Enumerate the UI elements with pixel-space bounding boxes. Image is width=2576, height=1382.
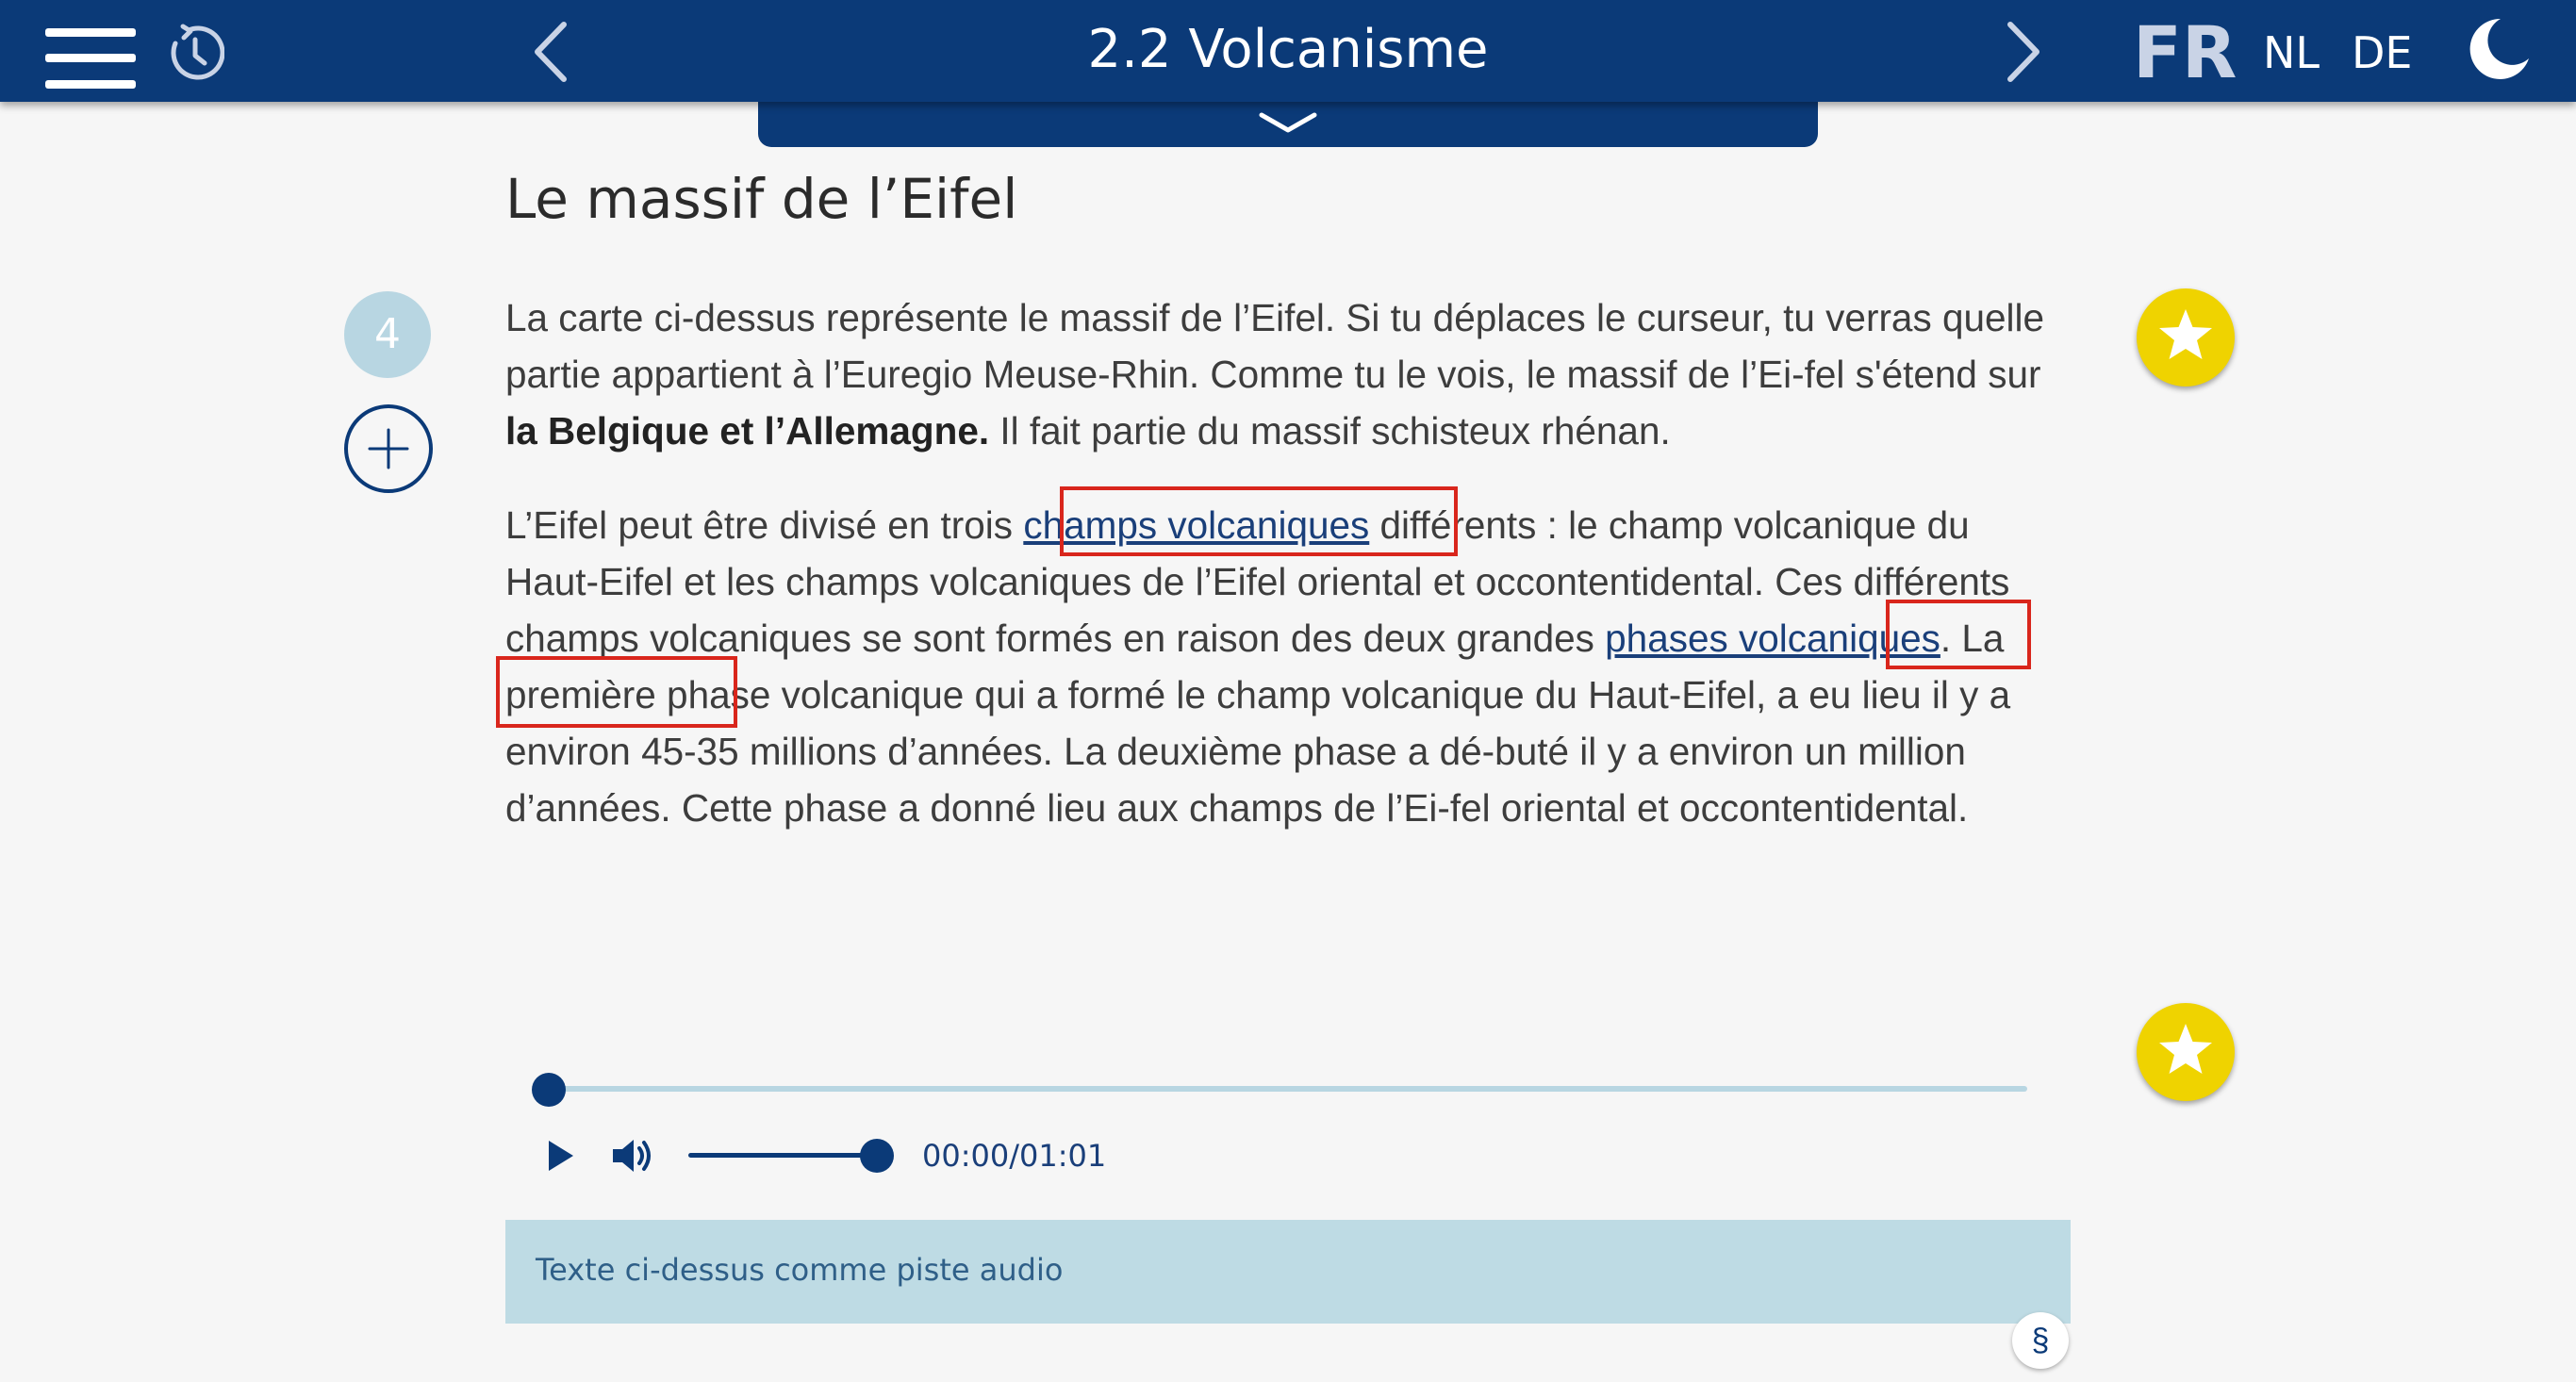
- audio-seek-handle[interactable]: [532, 1073, 566, 1107]
- volume-slider-handle[interactable]: [860, 1139, 894, 1173]
- favorite-star-button[interactable]: [2137, 1003, 2235, 1101]
- paragraph-text: . La première phase volcanique qui a formé le champ volcanique du Haut-Eifel, a eu lieu il y a environ 45-35 millions d’années. La deuxième phase a dé-buté il y a environ un million d’années. Cette phase a donné lieu aux champs de l’Ei-fel oriental et occontentidental.: [505, 617, 2011, 830]
- chevron-down-icon: [1258, 111, 1318, 140]
- top-navigation-bar: [0, 0, 2576, 102]
- star-icon: [2157, 307, 2214, 364]
- language-de[interactable]: DE: [2352, 27, 2413, 78]
- favorite-star-button[interactable]: [2137, 288, 2235, 387]
- paragraph-text: Il fait partie du massif schisteux rhénan.: [989, 409, 1671, 452]
- paragraph-text: La carte ci-dessus représente le massif de l’Eifel. Si tu déplaces le curseur, tu verras quelle partie appartient à l’Euregio Meuse-Rhin. Comme tu le vois, le massif de l’Ei-fel s'étend sur: [505, 296, 2045, 396]
- star-icon: [2157, 1022, 2214, 1078]
- language-fr[interactable]: FR: [2133, 10, 2237, 94]
- section-number-badge: 4: [344, 291, 431, 378]
- audio-caption-text: Texte ci-dessus comme piste audio: [536, 1252, 1064, 1288]
- moon-icon[interactable]: [2463, 13, 2535, 90]
- audio-caption: [505, 1220, 2071, 1324]
- history-icon[interactable]: [164, 23, 224, 88]
- paragraph-volcanic-fields: [505, 497, 2071, 836]
- page-title: 2.2 Volcanisme: [1087, 19, 1489, 80]
- section-symbol-button[interactable]: §: [2012, 1312, 2069, 1369]
- add-icon[interactable]: [343, 403, 434, 499]
- audio-seek-bar[interactable]: [549, 1086, 2027, 1092]
- audio-time: 00:00/01:01: [922, 1138, 1107, 1174]
- menu-icon[interactable]: [45, 28, 136, 93]
- link-champs-volcaniques[interactable]: champs volcaniques: [1023, 503, 1370, 547]
- link-phases-volcaniques[interactable]: phases volcaniques: [1605, 617, 1940, 660]
- volume-icon[interactable]: [611, 1137, 656, 1179]
- paragraph-bold-text: la Belgique et l’Allemagne.: [505, 409, 990, 452]
- collapse-panel-tab[interactable]: [758, 94, 1818, 147]
- paragraph-text: L’Eifel peut être divisé en trois: [505, 503, 1024, 547]
- chevron-left-icon[interactable]: [530, 21, 571, 88]
- paragraph-intro: [505, 289, 2071, 459]
- play-icon[interactable]: [545, 1139, 577, 1177]
- chevron-right-icon[interactable]: [2003, 21, 2044, 88]
- volume-slider[interactable]: [688, 1153, 877, 1158]
- language-nl[interactable]: NL: [2263, 27, 2320, 78]
- section-heading: Le massif de l’Eifel: [505, 167, 1018, 231]
- paragraph-text: différents : le champ volcanique du Haut-Eifel et les champs volcaniques de l’Eifel oriental et occontentidental. Ces différents champs volcaniques se sont formés en raison des deux grandes: [505, 503, 2010, 660]
